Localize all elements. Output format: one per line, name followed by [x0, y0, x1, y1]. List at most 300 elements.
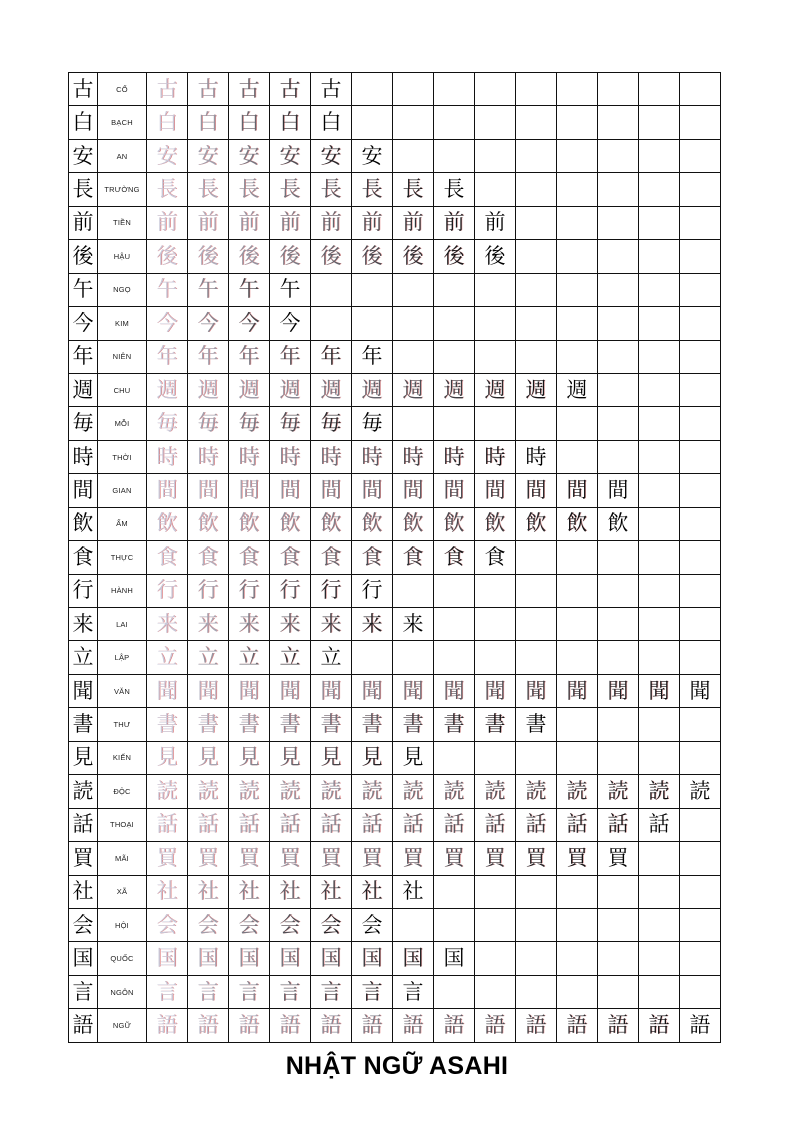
- practice-cell[interactable]: [639, 440, 680, 473]
- practice-cell[interactable]: [434, 641, 475, 674]
- practice-cell[interactable]: [475, 73, 516, 106]
- practice-cell[interactable]: [557, 307, 598, 340]
- practice-cell[interactable]: [352, 908, 393, 941]
- practice-cell[interactable]: [188, 775, 229, 808]
- practice-cell[interactable]: [598, 106, 639, 139]
- practice-cell[interactable]: [352, 808, 393, 841]
- practice-cell[interactable]: [475, 775, 516, 808]
- practice-cell[interactable]: [311, 1009, 352, 1042]
- practice-cell[interactable]: [147, 808, 188, 841]
- practice-cell[interactable]: [516, 942, 557, 975]
- practice-cell[interactable]: [393, 440, 434, 473]
- practice-cell[interactable]: [311, 608, 352, 641]
- practice-cell[interactable]: [147, 775, 188, 808]
- practice-cell[interactable]: [680, 942, 721, 975]
- practice-cell[interactable]: [680, 574, 721, 607]
- practice-cell[interactable]: [516, 206, 557, 239]
- practice-cell[interactable]: [229, 507, 270, 540]
- practice-cell[interactable]: [270, 541, 311, 574]
- practice-cell[interactable]: [311, 240, 352, 273]
- practice-cell[interactable]: [270, 173, 311, 206]
- practice-cell[interactable]: [680, 340, 721, 373]
- practice-cell[interactable]: [393, 106, 434, 139]
- practice-cell[interactable]: [270, 73, 311, 106]
- practice-cell[interactable]: [352, 507, 393, 540]
- practice-cell[interactable]: [475, 641, 516, 674]
- practice-cell[interactable]: [475, 574, 516, 607]
- practice-cell[interactable]: [147, 307, 188, 340]
- practice-cell[interactable]: [557, 708, 598, 741]
- practice-cell[interactable]: [393, 541, 434, 574]
- practice-cell[interactable]: [188, 440, 229, 473]
- practice-cell[interactable]: [188, 373, 229, 406]
- practice-cell[interactable]: [598, 273, 639, 306]
- practice-cell[interactable]: [434, 541, 475, 574]
- practice-cell[interactable]: [434, 273, 475, 306]
- practice-cell[interactable]: [434, 741, 475, 774]
- practice-cell[interactable]: [598, 975, 639, 1008]
- practice-cell[interactable]: [434, 574, 475, 607]
- practice-cell[interactable]: [434, 173, 475, 206]
- practice-cell[interactable]: [352, 708, 393, 741]
- practice-cell[interactable]: [598, 875, 639, 908]
- practice-cell[interactable]: [475, 474, 516, 507]
- practice-cell[interactable]: [516, 541, 557, 574]
- practice-cell[interactable]: [393, 407, 434, 440]
- practice-cell[interactable]: [147, 474, 188, 507]
- practice-cell[interactable]: [188, 173, 229, 206]
- practice-cell[interactable]: [680, 240, 721, 273]
- practice-cell[interactable]: [639, 741, 680, 774]
- practice-cell[interactable]: [434, 975, 475, 1008]
- practice-cell[interactable]: [311, 674, 352, 707]
- practice-cell[interactable]: [147, 373, 188, 406]
- practice-cell[interactable]: [229, 775, 270, 808]
- practice-cell[interactable]: [352, 842, 393, 875]
- practice-cell[interactable]: [188, 975, 229, 1008]
- practice-cell[interactable]: [639, 507, 680, 540]
- practice-cell[interactable]: [270, 975, 311, 1008]
- practice-cell[interactable]: [516, 340, 557, 373]
- practice-cell[interactable]: [639, 474, 680, 507]
- practice-cell[interactable]: [557, 775, 598, 808]
- practice-cell[interactable]: [516, 608, 557, 641]
- practice-cell[interactable]: [516, 875, 557, 908]
- practice-cell[interactable]: [270, 139, 311, 172]
- practice-cell[interactable]: [639, 842, 680, 875]
- practice-cell[interactable]: [557, 608, 598, 641]
- practice-cell[interactable]: [557, 440, 598, 473]
- practice-cell[interactable]: [270, 741, 311, 774]
- practice-cell[interactable]: [393, 73, 434, 106]
- practice-cell[interactable]: [598, 307, 639, 340]
- practice-cell[interactable]: [516, 373, 557, 406]
- practice-cell[interactable]: [639, 808, 680, 841]
- practice-cell[interactable]: [147, 942, 188, 975]
- practice-cell[interactable]: [598, 206, 639, 239]
- practice-cell[interactable]: [352, 741, 393, 774]
- practice-cell[interactable]: [475, 240, 516, 273]
- practice-cell[interactable]: [680, 541, 721, 574]
- practice-cell[interactable]: [680, 206, 721, 239]
- practice-cell[interactable]: [311, 875, 352, 908]
- practice-cell[interactable]: [639, 73, 680, 106]
- practice-cell[interactable]: [229, 373, 270, 406]
- practice-cell[interactable]: [188, 574, 229, 607]
- practice-cell[interactable]: [147, 908, 188, 941]
- practice-cell[interactable]: [680, 373, 721, 406]
- practice-cell[interactable]: [270, 875, 311, 908]
- practice-cell[interactable]: [639, 240, 680, 273]
- practice-cell[interactable]: [393, 206, 434, 239]
- practice-cell[interactable]: [680, 474, 721, 507]
- practice-cell[interactable]: [311, 73, 352, 106]
- practice-cell[interactable]: [516, 106, 557, 139]
- practice-cell[interactable]: [639, 106, 680, 139]
- practice-cell[interactable]: [147, 273, 188, 306]
- practice-cell[interactable]: [557, 240, 598, 273]
- practice-cell[interactable]: [270, 808, 311, 841]
- practice-cell[interactable]: [311, 942, 352, 975]
- practice-cell[interactable]: [680, 273, 721, 306]
- practice-cell[interactable]: [598, 240, 639, 273]
- practice-cell[interactable]: [516, 808, 557, 841]
- practice-cell[interactable]: [434, 407, 475, 440]
- practice-cell[interactable]: [147, 608, 188, 641]
- practice-cell[interactable]: [557, 942, 598, 975]
- practice-cell[interactable]: [639, 407, 680, 440]
- practice-cell[interactable]: [475, 206, 516, 239]
- practice-cell[interactable]: [270, 240, 311, 273]
- practice-cell[interactable]: [557, 808, 598, 841]
- practice-cell[interactable]: [393, 775, 434, 808]
- practice-cell[interactable]: [434, 206, 475, 239]
- practice-cell[interactable]: [188, 507, 229, 540]
- practice-cell[interactable]: [680, 708, 721, 741]
- practice-cell[interactable]: [229, 808, 270, 841]
- practice-cell[interactable]: [147, 440, 188, 473]
- practice-cell[interactable]: [557, 273, 598, 306]
- practice-cell[interactable]: [229, 206, 270, 239]
- practice-cell[interactable]: [270, 373, 311, 406]
- practice-cell[interactable]: [516, 641, 557, 674]
- practice-cell[interactable]: [352, 975, 393, 1008]
- practice-cell[interactable]: [475, 507, 516, 540]
- practice-cell[interactable]: [475, 273, 516, 306]
- practice-cell[interactable]: [598, 139, 639, 172]
- practice-cell[interactable]: [311, 440, 352, 473]
- practice-cell[interactable]: [639, 875, 680, 908]
- practice-cell[interactable]: [434, 708, 475, 741]
- practice-cell[interactable]: [557, 106, 598, 139]
- practice-cell[interactable]: [393, 975, 434, 1008]
- practice-cell[interactable]: [147, 340, 188, 373]
- practice-cell[interactable]: [270, 206, 311, 239]
- practice-cell[interactable]: [311, 574, 352, 607]
- practice-cell[interactable]: [147, 842, 188, 875]
- practice-cell[interactable]: [188, 875, 229, 908]
- practice-cell[interactable]: [434, 240, 475, 273]
- practice-cell[interactable]: [680, 106, 721, 139]
- practice-cell[interactable]: [557, 340, 598, 373]
- practice-cell[interactable]: [311, 307, 352, 340]
- practice-cell[interactable]: [434, 139, 475, 172]
- practice-cell[interactable]: [188, 240, 229, 273]
- practice-cell[interactable]: [229, 1009, 270, 1042]
- practice-cell[interactable]: [270, 340, 311, 373]
- practice-cell[interactable]: [557, 1009, 598, 1042]
- practice-cell[interactable]: [188, 808, 229, 841]
- practice-cell[interactable]: [639, 340, 680, 373]
- practice-cell[interactable]: [639, 708, 680, 741]
- practice-cell[interactable]: [311, 808, 352, 841]
- practice-cell[interactable]: [147, 407, 188, 440]
- practice-cell[interactable]: [270, 641, 311, 674]
- practice-cell[interactable]: [188, 139, 229, 172]
- practice-cell[interactable]: [393, 674, 434, 707]
- practice-cell[interactable]: [598, 1009, 639, 1042]
- practice-cell[interactable]: [598, 674, 639, 707]
- practice-cell[interactable]: [680, 608, 721, 641]
- practice-cell[interactable]: [352, 307, 393, 340]
- practice-cell[interactable]: [516, 708, 557, 741]
- practice-cell[interactable]: [598, 173, 639, 206]
- practice-cell[interactable]: [516, 307, 557, 340]
- practice-cell[interactable]: [434, 1009, 475, 1042]
- practice-cell[interactable]: [639, 1009, 680, 1042]
- practice-cell[interactable]: [270, 574, 311, 607]
- practice-cell[interactable]: [147, 1009, 188, 1042]
- practice-cell[interactable]: [434, 908, 475, 941]
- practice-cell[interactable]: [270, 106, 311, 139]
- practice-cell[interactable]: [680, 507, 721, 540]
- practice-cell[interactable]: [598, 708, 639, 741]
- practice-cell[interactable]: [680, 775, 721, 808]
- practice-cell[interactable]: [516, 775, 557, 808]
- practice-cell[interactable]: [680, 641, 721, 674]
- practice-cell[interactable]: [680, 1009, 721, 1042]
- practice-cell[interactable]: [147, 173, 188, 206]
- practice-cell[interactable]: [352, 574, 393, 607]
- practice-cell[interactable]: [311, 975, 352, 1008]
- practice-cell[interactable]: [229, 741, 270, 774]
- practice-cell[interactable]: [434, 307, 475, 340]
- practice-cell[interactable]: [393, 240, 434, 273]
- practice-cell[interactable]: [639, 975, 680, 1008]
- practice-cell[interactable]: [475, 741, 516, 774]
- practice-cell[interactable]: [475, 1009, 516, 1042]
- practice-cell[interactable]: [434, 875, 475, 908]
- practice-cell[interactable]: [147, 641, 188, 674]
- practice-cell[interactable]: [598, 608, 639, 641]
- practice-cell[interactable]: [639, 942, 680, 975]
- practice-cell[interactable]: [311, 340, 352, 373]
- practice-cell[interactable]: [393, 507, 434, 540]
- practice-cell[interactable]: [516, 73, 557, 106]
- practice-cell[interactable]: [557, 407, 598, 440]
- practice-cell[interactable]: [270, 674, 311, 707]
- practice-cell[interactable]: [311, 373, 352, 406]
- practice-cell[interactable]: [598, 641, 639, 674]
- practice-cell[interactable]: [311, 507, 352, 540]
- practice-cell[interactable]: [229, 407, 270, 440]
- practice-cell[interactable]: [352, 73, 393, 106]
- practice-cell[interactable]: [393, 808, 434, 841]
- practice-cell[interactable]: [352, 942, 393, 975]
- practice-cell[interactable]: [639, 541, 680, 574]
- practice-cell[interactable]: [352, 541, 393, 574]
- practice-cell[interactable]: [352, 440, 393, 473]
- practice-cell[interactable]: [229, 139, 270, 172]
- practice-cell[interactable]: [188, 307, 229, 340]
- practice-cell[interactable]: [147, 674, 188, 707]
- practice-cell[interactable]: [229, 307, 270, 340]
- practice-cell[interactable]: [680, 908, 721, 941]
- practice-cell[interactable]: [475, 674, 516, 707]
- practice-cell[interactable]: [393, 139, 434, 172]
- practice-cell[interactable]: [188, 741, 229, 774]
- practice-cell[interactable]: [311, 908, 352, 941]
- practice-cell[interactable]: [475, 173, 516, 206]
- practice-cell[interactable]: [352, 474, 393, 507]
- practice-cell[interactable]: [147, 106, 188, 139]
- practice-cell[interactable]: [598, 507, 639, 540]
- practice-cell[interactable]: [229, 541, 270, 574]
- practice-cell[interactable]: [229, 440, 270, 473]
- practice-cell[interactable]: [393, 942, 434, 975]
- practice-cell[interactable]: [147, 507, 188, 540]
- practice-cell[interactable]: [229, 608, 270, 641]
- practice-cell[interactable]: [598, 474, 639, 507]
- practice-cell[interactable]: [639, 173, 680, 206]
- practice-cell[interactable]: [475, 407, 516, 440]
- practice-cell[interactable]: [475, 708, 516, 741]
- practice-cell[interactable]: [475, 541, 516, 574]
- practice-cell[interactable]: [557, 975, 598, 1008]
- practice-cell[interactable]: [639, 775, 680, 808]
- practice-cell[interactable]: [639, 674, 680, 707]
- practice-cell[interactable]: [188, 1009, 229, 1042]
- practice-cell[interactable]: [434, 942, 475, 975]
- practice-cell[interactable]: [598, 574, 639, 607]
- practice-cell[interactable]: [680, 307, 721, 340]
- practice-cell[interactable]: [188, 206, 229, 239]
- practice-cell[interactable]: [229, 842, 270, 875]
- practice-cell[interactable]: [270, 507, 311, 540]
- practice-cell[interactable]: [147, 708, 188, 741]
- practice-cell[interactable]: [147, 541, 188, 574]
- practice-cell[interactable]: [311, 173, 352, 206]
- practice-cell[interactable]: [393, 875, 434, 908]
- practice-cell[interactable]: [188, 273, 229, 306]
- practice-cell[interactable]: [475, 608, 516, 641]
- practice-cell[interactable]: [270, 608, 311, 641]
- practice-cell[interactable]: [393, 373, 434, 406]
- practice-cell[interactable]: [147, 240, 188, 273]
- practice-cell[interactable]: [393, 641, 434, 674]
- practice-cell[interactable]: [188, 608, 229, 641]
- practice-cell[interactable]: [229, 674, 270, 707]
- practice-cell[interactable]: [352, 641, 393, 674]
- practice-cell[interactable]: [147, 875, 188, 908]
- practice-cell[interactable]: [229, 574, 270, 607]
- practice-cell[interactable]: [516, 574, 557, 607]
- practice-cell[interactable]: [557, 73, 598, 106]
- practice-cell[interactable]: [393, 340, 434, 373]
- practice-cell[interactable]: [516, 741, 557, 774]
- practice-cell[interactable]: [434, 340, 475, 373]
- practice-cell[interactable]: [598, 775, 639, 808]
- practice-cell[interactable]: [557, 741, 598, 774]
- practice-cell[interactable]: [147, 139, 188, 172]
- practice-cell[interactable]: [229, 106, 270, 139]
- practice-cell[interactable]: [639, 273, 680, 306]
- practice-cell[interactable]: [598, 541, 639, 574]
- practice-cell[interactable]: [475, 975, 516, 1008]
- practice-cell[interactable]: [680, 875, 721, 908]
- practice-cell[interactable]: [311, 407, 352, 440]
- practice-cell[interactable]: [311, 775, 352, 808]
- practice-cell[interactable]: [680, 674, 721, 707]
- practice-cell[interactable]: [475, 908, 516, 941]
- practice-cell[interactable]: [147, 206, 188, 239]
- practice-cell[interactable]: [557, 206, 598, 239]
- practice-cell[interactable]: [680, 808, 721, 841]
- practice-cell[interactable]: [393, 842, 434, 875]
- practice-cell[interactable]: [680, 975, 721, 1008]
- practice-cell[interactable]: [516, 139, 557, 172]
- practice-cell[interactable]: [352, 139, 393, 172]
- practice-cell[interactable]: [188, 407, 229, 440]
- practice-cell[interactable]: [270, 942, 311, 975]
- practice-cell[interactable]: [352, 206, 393, 239]
- practice-cell[interactable]: [475, 139, 516, 172]
- practice-cell[interactable]: [311, 139, 352, 172]
- practice-cell[interactable]: [639, 908, 680, 941]
- practice-cell[interactable]: [188, 541, 229, 574]
- practice-cell[interactable]: [639, 608, 680, 641]
- practice-cell[interactable]: [639, 373, 680, 406]
- practice-cell[interactable]: [557, 139, 598, 172]
- practice-cell[interactable]: [147, 741, 188, 774]
- practice-cell[interactable]: [475, 340, 516, 373]
- practice-cell[interactable]: [598, 808, 639, 841]
- practice-cell[interactable]: [393, 474, 434, 507]
- practice-cell[interactable]: [557, 541, 598, 574]
- practice-cell[interactable]: [434, 775, 475, 808]
- practice-cell[interactable]: [557, 842, 598, 875]
- practice-cell[interactable]: [229, 942, 270, 975]
- practice-cell[interactable]: [639, 206, 680, 239]
- practice-cell[interactable]: [188, 942, 229, 975]
- practice-cell[interactable]: [352, 407, 393, 440]
- practice-cell[interactable]: [352, 875, 393, 908]
- practice-cell[interactable]: [352, 273, 393, 306]
- practice-cell[interactable]: [475, 842, 516, 875]
- practice-cell[interactable]: [639, 574, 680, 607]
- practice-cell[interactable]: [352, 106, 393, 139]
- practice-cell[interactable]: [434, 674, 475, 707]
- practice-cell[interactable]: [516, 273, 557, 306]
- practice-cell[interactable]: [639, 641, 680, 674]
- practice-cell[interactable]: [516, 842, 557, 875]
- practice-cell[interactable]: [311, 106, 352, 139]
- practice-cell[interactable]: [270, 474, 311, 507]
- practice-cell[interactable]: [188, 908, 229, 941]
- practice-cell[interactable]: [270, 1009, 311, 1042]
- practice-cell[interactable]: [229, 273, 270, 306]
- practice-cell[interactable]: [557, 674, 598, 707]
